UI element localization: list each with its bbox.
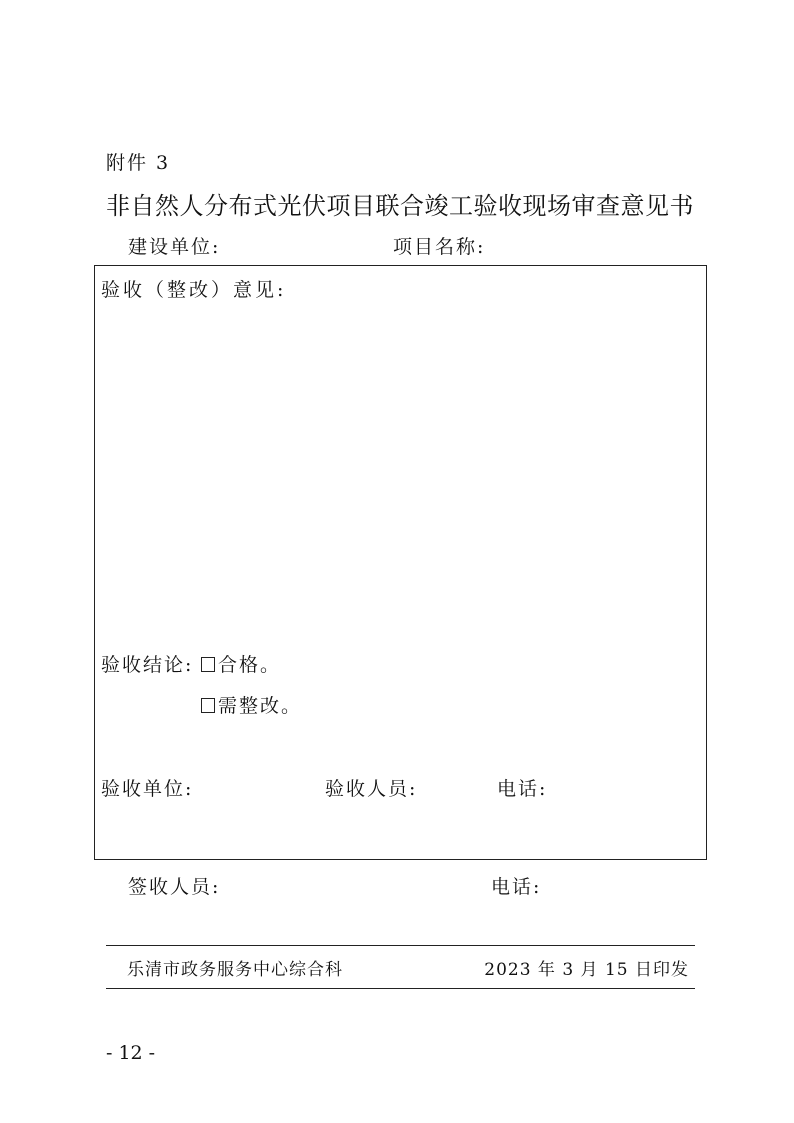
project-name-label: 项目名称:: [393, 236, 486, 258]
signer-phone-label: 电话:: [491, 876, 542, 898]
signer-label: 签收人员:: [128, 876, 221, 898]
attachment-label: 附件 3: [106, 152, 171, 174]
acceptance-phone-label: 电话:: [497, 778, 548, 800]
conclusion-label: 验收结论:: [101, 654, 194, 676]
checkbox-qualified[interactable]: [201, 657, 215, 672]
opinion-label: 验收（整改）意见:: [101, 279, 287, 301]
option-qualified-label: 合格。: [218, 654, 282, 676]
footer-top-rule: [106, 945, 695, 946]
footer-bottom-rule: [106, 988, 695, 989]
page-number: - 12 -: [106, 1042, 156, 1064]
construction-unit-label: 建设单位:: [128, 236, 221, 258]
checkbox-needs-rectification[interactable]: [201, 698, 215, 713]
option-needs-rectification[interactable]: [201, 691, 302, 718]
issue-date: 2023 年 3 月 15 日印发: [484, 960, 689, 980]
option-qualified[interactable]: [201, 650, 281, 677]
review-form-box: [94, 265, 707, 860]
option-needs-rectification-label: 需整改。: [218, 695, 303, 717]
acceptance-personnel-label: 验收人员:: [325, 778, 418, 800]
acceptance-unit-label: 验收单位:: [101, 778, 194, 800]
issuer: 乐清市政务服务中心综合科: [127, 960, 343, 980]
document-title: 非自然人分布式光伏项目联合竣工验收现场审查意见书: [106, 192, 694, 220]
